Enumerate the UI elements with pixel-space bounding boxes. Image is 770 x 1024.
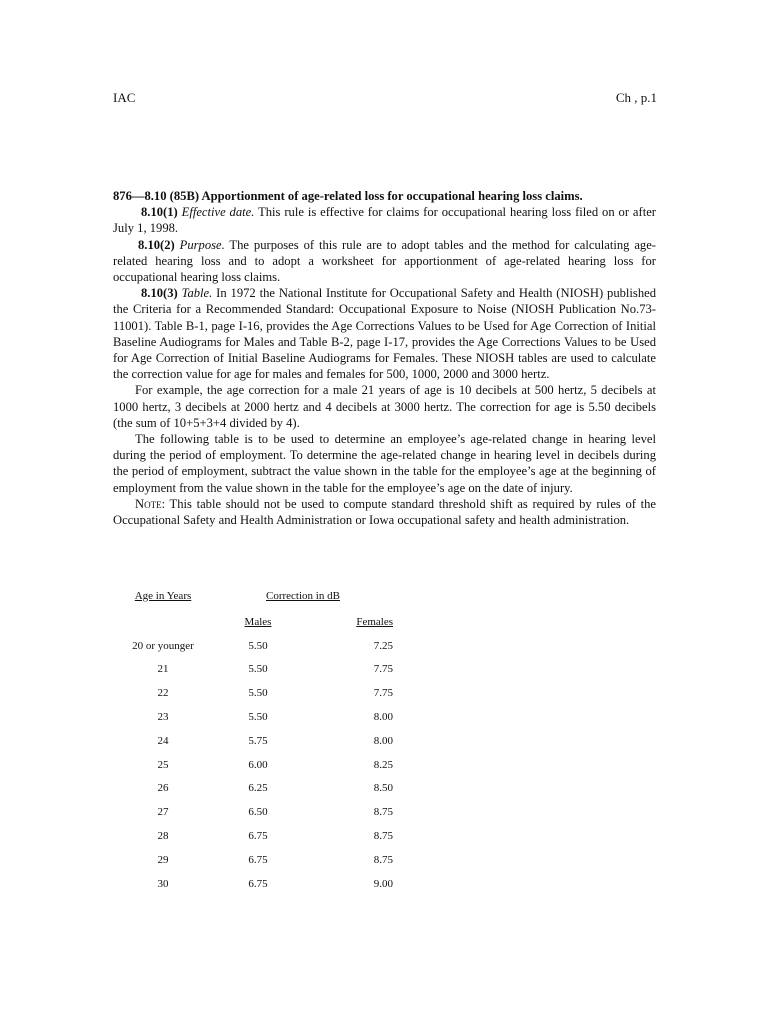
subrule-caption: Table.	[181, 286, 213, 301]
males-cell: 5.75	[248, 734, 268, 747]
age-cell: 21	[157, 663, 169, 676]
age-cell: 28	[157, 830, 169, 843]
subrule-text: In 1972 the National Institute for Occupational Safety and Health (NIOSH) published the Criteria for a Recommended Standard: Occupational Exposure to Noise (NIOSH Publication No.73-11001). Table B-1, page I-16, provides the Age Corrections Values to be Used for Age Correction of Initial Baseline Audiograms for Males and Table B-2, page I-17, provides the Age Corrections Values to be Used for Age Correction of Initial Baseline Audiograms for Females. These NIOSH tables are used to calculate the correction value for age for males and females for 500, 1000, 2000 and 3000 hertz.	[113, 286, 656, 382]
subrule-number: 8.10(3)	[141, 286, 178, 301]
column-header-males: Males	[244, 615, 272, 628]
subrule-caption: Effective date.	[181, 205, 255, 220]
males-cell: 5.50	[248, 687, 268, 700]
table-row	[113, 824, 396, 848]
paragraph-instructions: The following table is to be used to determine an employee’s age-related change in hearing level during the period of employment. To determine the age-related change in hearing level in decibels during the period of employment, subtract the value shown in the table for the employee’s age at the beginning of employment from the value shown in the table for the employee’s age on the date of injury.	[113, 432, 656, 495]
paragraph-example: For example, the age correction for a male 21 years of age is 10 decibels at 500 hertz, 5 decibels at 1000 hertz, 3 decibels at 2000 hertz and 4 decibels at 3000 hertz. The correction for age is 5.50 decibels (the sum of 10+5+3+4 divided by 4).	[113, 383, 656, 430]
column-header-age: Age in Years	[134, 590, 192, 602]
males-cell: 5.50	[248, 711, 268, 724]
subrule-text: This rule is effective for claims for occupational hearing loss filed on or after July 1, 1998.	[113, 205, 656, 236]
females-cell: 8.75	[373, 853, 393, 866]
males-cell: 6.00	[248, 758, 268, 771]
males-cell: 6.25	[248, 782, 268, 795]
column-header-correction: Correction in dB	[266, 590, 340, 602]
table-row	[113, 634, 396, 658]
females-cell: 7.75	[373, 663, 393, 676]
column-header-females: Females	[356, 615, 393, 628]
females-cell: 7.75	[373, 687, 393, 700]
rule-title: 876—8.10 (85B) Apportionment of age-related loss for occupational hearing loss claims.	[113, 189, 583, 203]
table-subheader-row	[113, 610, 396, 634]
females-cell: 8.75	[373, 806, 393, 819]
males-cell: 5.50	[248, 663, 268, 676]
rule-body	[113, 188, 656, 528]
age-cell: 23	[157, 711, 169, 724]
age-cell: 26	[157, 782, 169, 795]
paragraph-table	[113, 285, 656, 382]
age-cell: 24	[157, 734, 169, 747]
females-cell: 8.50	[373, 782, 393, 795]
subrule-number: 8.10(2)	[138, 237, 175, 252]
table-row	[113, 729, 396, 753]
females-cell: 9.00	[373, 877, 393, 890]
table-row	[113, 753, 396, 777]
age-cell: 25	[157, 758, 169, 771]
subrule-text: The purposes of this rule are to adopt tables and the method for calculating age-related hearing loss and to adopt a worksheet for apportionment of age-related hearing loss for occupational hearing loss claims.	[113, 237, 656, 285]
subrule-number: 8.10(1)	[141, 205, 178, 220]
note-text: This table should not be used to compute standard threshold shift as required by rules of the Occupational Safety and Health Administration or Iowa occupational safety and health administration.	[113, 496, 656, 528]
table-row	[113, 800, 396, 824]
paragraph-note	[113, 496, 656, 528]
header-right: Ch , p.1	[615, 90, 657, 105]
table-body	[113, 634, 396, 896]
age-cell: 22	[157, 687, 169, 700]
males-cell: 6.75	[248, 853, 268, 866]
males-cell: 5.50	[248, 639, 268, 652]
table-row	[113, 658, 396, 682]
age-cell: 20 or younger	[132, 639, 194, 652]
paragraph-purpose	[113, 237, 656, 286]
paragraph-effective-date	[113, 204, 656, 236]
table-row	[113, 848, 396, 872]
table-header-row	[113, 590, 396, 610]
age-cell: 27	[157, 806, 169, 819]
males-cell: 6.75	[248, 830, 268, 843]
subrule-caption: Purpose.	[179, 237, 225, 252]
header-left: IAC	[113, 90, 136, 105]
age-cell: 29	[157, 853, 169, 866]
table-row	[113, 872, 396, 896]
females-cell: 8.75	[373, 830, 393, 843]
females-cell: 8.25	[373, 758, 393, 771]
females-cell: 8.00	[373, 734, 393, 747]
age-cell: 30	[157, 877, 169, 890]
males-cell: 6.75	[248, 877, 268, 890]
females-cell: 7.25	[373, 639, 393, 652]
table-row	[113, 705, 396, 729]
table-row	[113, 777, 396, 801]
females-cell: 8.00	[373, 711, 393, 724]
males-cell: 6.50	[248, 806, 268, 819]
table-row	[113, 681, 396, 705]
age-correction-table	[113, 590, 396, 896]
note-label: Note:	[135, 496, 166, 511]
